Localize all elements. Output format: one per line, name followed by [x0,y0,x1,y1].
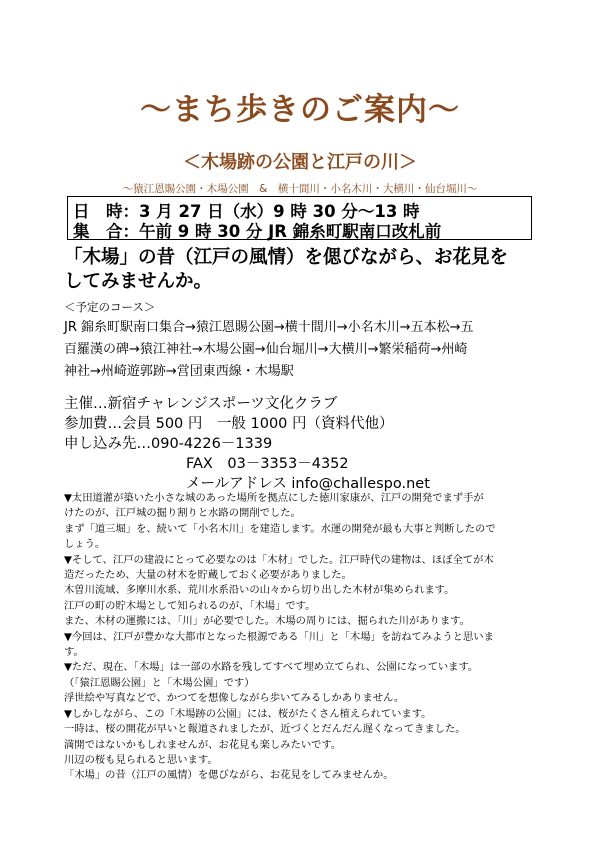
meeting-line: 集 合：午前 9 時 30 分 JR 錦糸町駅南口改札前 [73,222,442,241]
description-text [64,491,549,784]
catchphrase-line-1: 「木場」の昔（江戸の風情）を偲びながら、お花見を [64,247,509,268]
course-line-3: 神社→州崎遊郭跡→営団東西線・木場駅 [64,364,294,379]
body-line: 浮世絵や写真などで、かつてを想像しながら歩いてみるしかありません。 [64,692,405,705]
body-line: 川辺の桜も見られると思います。 [64,753,218,766]
body-line: ▼太田道灌が築いた小さな城のあった場所を拠点にした徳川家康が、江戸の開発でまず手が [64,492,484,504]
body-line: ▼そして、江戸の建設にとって必要なのは「木材」でした。江戸時代の建物は、ほぼ全てが木 [64,553,494,566]
page-title: ～まち歩きのご案内～ [140,92,460,128]
participation-fee: 参加費…会員 500 円 一般 1000 円（資料代他） [64,416,394,432]
body-line: けたのが、江戸城の掘り割りと水路の開削でした。 [64,507,301,520]
catchphrase [64,246,544,294]
course-line-1: JR 錦糸町駅南口集合→猿江恩賜公園→横十間川→小名木川→五本松→五 [64,320,474,335]
body-line: 木曽川流域、多摩川水系、荒川水系沿いの山々から切り出した木材が集められます。 [64,584,455,597]
body-line: 満開ではないかもしれませんが、お花見も楽しみたいです。 [64,738,342,751]
body-line: ▼ただ、現在、「木場」は一部の水路を残してすべて埋め立てられ、公園になっています。 [64,661,479,674]
course-label: ＜予定のコース＞ [64,300,156,314]
body-line: （「猿江恩賜公園」と「木場公園」です） [64,676,255,689]
subtitle: ＜木場跡の公園と江戸の川＞ [183,152,417,173]
body-line: 造だったため、大量の材木を貯蔵しておく必要がありました。 [64,569,352,582]
organizer-host: 主催…新宿チャレンジスポーツ文化クラブ [64,396,338,412]
catchphrase-line-2: してみませんか。 [64,271,213,292]
body-line: ▼今回は、江戸が豊かな大都市となった根源である「川」と「木場」を訪ねてみようと思いま [64,630,494,643]
email-address: メールアドレス info@challespo.net [186,476,430,492]
course-route [64,317,544,383]
body-line: まず「道三堀」を、続いて「小名木川」を建造します。水運の開発が最も大事と判断したので [64,522,496,535]
body-line: す。 [64,646,84,659]
route-line: ～猿江恩賜公園・木場公園 & 横十間川・小名木川・大横川・仙台堀川～ [122,183,478,195]
body-line: 一時は、桜の開花が早いと報道されましたが、近づくとだんだん遅くなってきました。 [64,723,466,736]
fax-number: FAX 03－3353－4352 [186,456,349,472]
body-line: また、木材の運搬には、「川」が必要でした。木場の周りには、掘られた川があります。 [64,615,470,628]
body-line: 江戸の町の貯木場として知られるのが、「木場」です。 [64,599,316,612]
schedule-box [67,196,532,240]
body-line: 「木場」の昔（江戸の風情）を偲びながら、お花見をしてみませんか。 [64,769,394,782]
application-phone: 申し込み先…090-4226－1339 [64,436,273,452]
date-line: 日 時：3 月 27 日（水）9 時 30 分～13 時 [73,202,420,221]
body-line: ▼しかしながら、この「木場跡の公園」には、桜がたくさん植えられています。 [64,707,432,720]
course-line-2: 百羅漢の碑→猿江神社→木場公園→仙台堀川→大横川→繁栄稲荷→州崎 [64,342,468,357]
body-line: しょう。 [64,538,106,551]
